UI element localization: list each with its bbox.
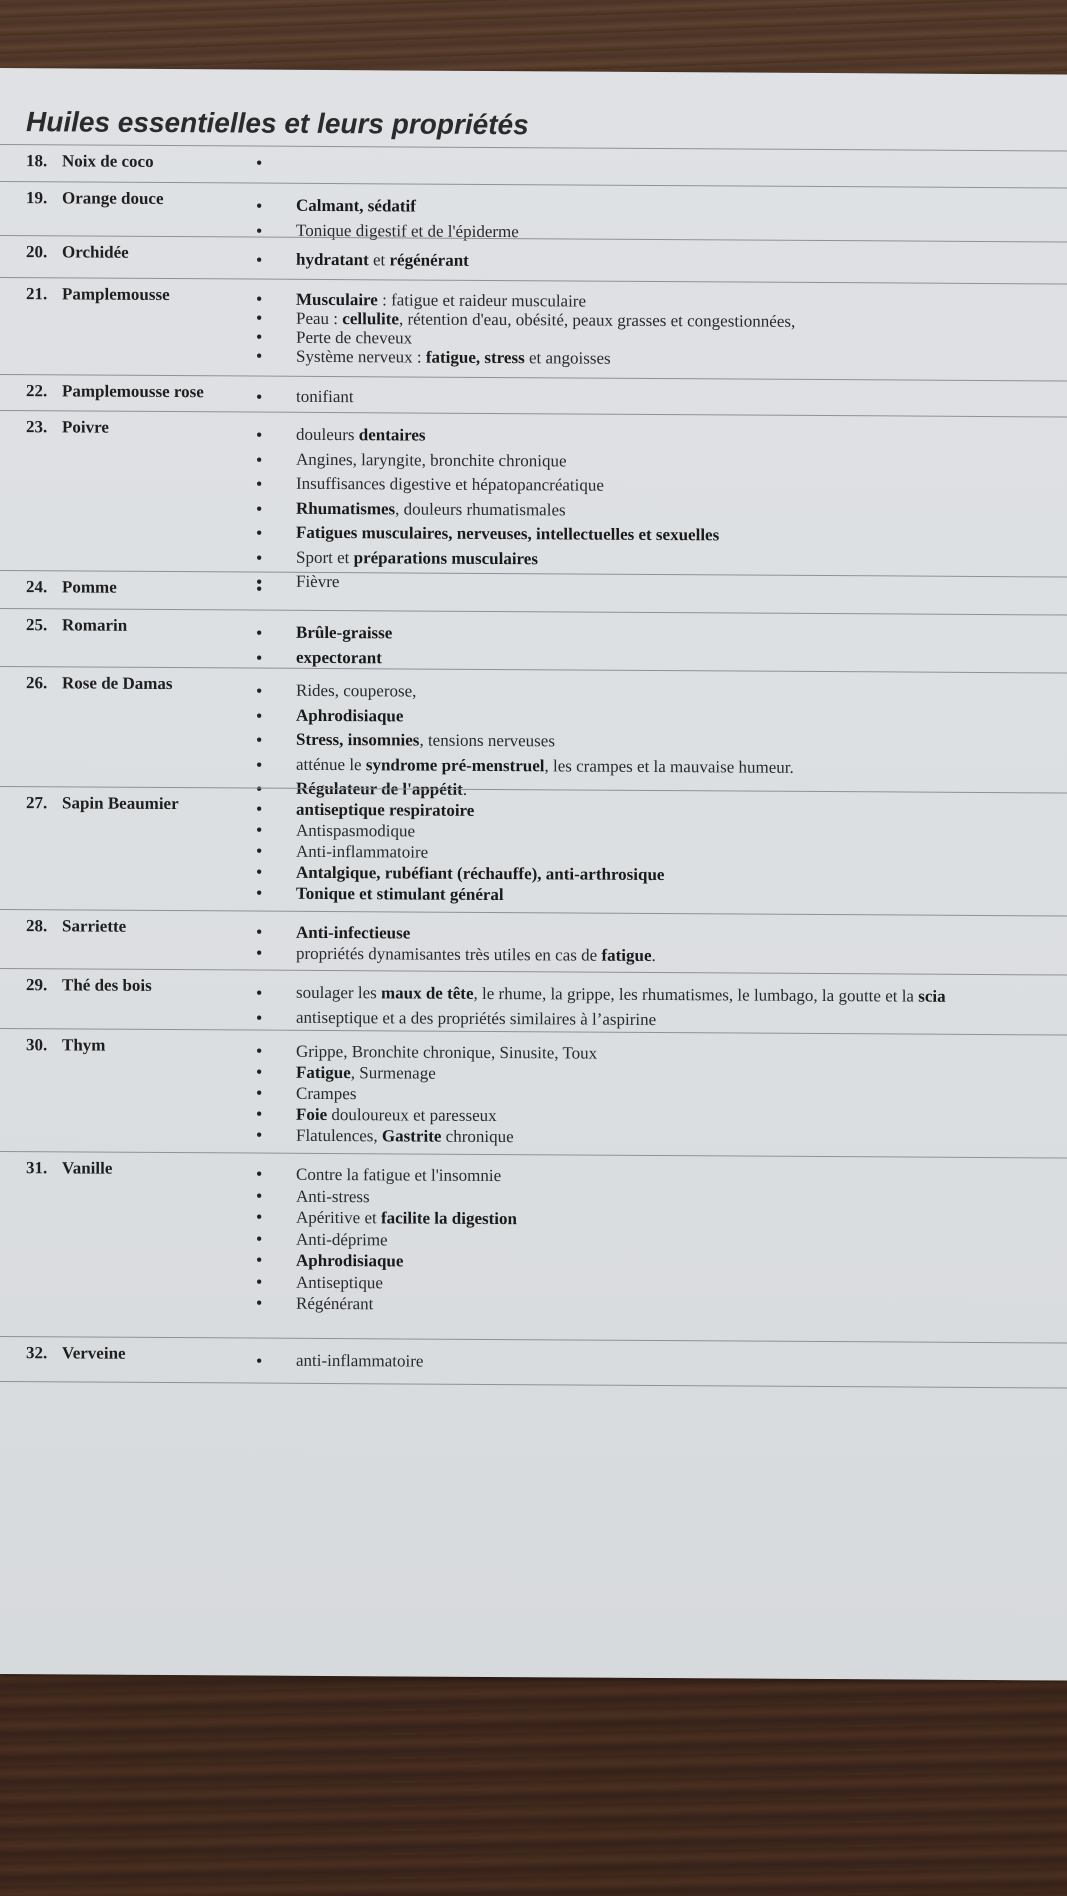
oil-row (0, 277, 1067, 381)
page-title: Huiles essentielles et leurs propriétés (26, 106, 529, 141)
oil-name (26, 793, 179, 814)
property-text: Anti-stress (296, 1186, 370, 1206)
oil-label: Pamplemousse rose (62, 381, 204, 402)
property-text: , les crampes et la mauvaise humeur. (544, 755, 794, 777)
oil-row (0, 666, 1067, 799)
oil-name (26, 242, 129, 263)
property-list (256, 621, 1056, 675)
oil-number: 30. (26, 1035, 48, 1055)
property-text: Apéritive et (296, 1207, 381, 1228)
oil-number: 28. (26, 916, 48, 936)
property-list (256, 981, 1056, 1035)
property-item (256, 387, 1056, 412)
property-text-bold: Anti-infectieuse (296, 922, 411, 943)
property-text: Grippe, Bronchite chronique, Sinusite, Toux (296, 1041, 598, 1063)
property-list (256, 799, 1056, 909)
property-list (256, 387, 1056, 412)
oil-row (0, 786, 1067, 916)
oil-row (0, 968, 1067, 1035)
oil-name (26, 615, 127, 636)
property-text-bold: Régulateur de l'appétit (296, 778, 463, 799)
property-item (256, 943, 1056, 969)
property-list (256, 290, 1056, 371)
oil-name (26, 916, 126, 937)
property-text: Système nerveux : (296, 346, 426, 367)
property-text-bold: Calmant, sédatif (296, 195, 416, 216)
property-text: et angoisses (524, 348, 611, 368)
property-text: Crampes (296, 1083, 357, 1104)
property-text: , tensions nerveuses (419, 730, 555, 751)
property-text: atténue le (296, 754, 366, 774)
property-text: Flatulences, (296, 1125, 382, 1146)
property-text-bold: Stress, insomnies (296, 729, 420, 750)
property-text-bold: cellulite (342, 309, 399, 329)
property-list (256, 1349, 1056, 1378)
oil-label: Orange douce (62, 188, 164, 208)
oil-name (26, 975, 152, 996)
oil-label: Pamplemousse (62, 284, 170, 305)
property-text-bold: préparations musculaires (353, 547, 538, 568)
oil-name (26, 673, 173, 694)
property-text-bold: scia (918, 986, 946, 1006)
oil-label: Vanille (62, 1158, 113, 1178)
property-text: propriétés dynamisantes très utiles en cas de (296, 943, 602, 965)
oil-name (26, 1035, 105, 1055)
oil-name (26, 381, 204, 402)
oil-label: Orchidée (62, 242, 129, 262)
property-text-bold: Aphrodisiaque (296, 705, 404, 725)
property-text-bold: Foie (296, 1104, 328, 1124)
property-text-bold: maux de tête (380, 983, 474, 1003)
property-text: Régénérant (296, 1293, 374, 1314)
empty-bullet: • (256, 152, 263, 173)
property-item (256, 1125, 1056, 1151)
property-text: anti-inflammatoire (296, 1350, 424, 1371)
oil-label: Romarin (62, 615, 128, 635)
oil-number: 25. (26, 615, 48, 635)
oil-number: 20. (26, 242, 48, 262)
property-text: , douleurs rhumatismales (395, 498, 566, 519)
oil-name (26, 188, 164, 209)
oil-number: 18. (26, 151, 48, 171)
property-text-bold: dentaires (358, 425, 426, 445)
oil-number: 31. (26, 1158, 48, 1178)
oil-number: 24. (26, 577, 48, 597)
property-list (256, 248, 1056, 277)
oil-row (0, 1336, 1067, 1389)
property-text-bold: Fatigues musculaires, nerveuses, intellectuelles et sexuelles (296, 522, 720, 545)
property-text: douloureux et paresseux (327, 1104, 497, 1126)
property-list (256, 679, 1056, 806)
property-text-bold: Fatigue (296, 1062, 351, 1083)
property-item (256, 1293, 1056, 1319)
property-text: Rides, couperose, (296, 680, 417, 701)
oil-name (26, 417, 109, 438)
oil-label: Sarriette (62, 916, 127, 936)
property-list (256, 922, 1056, 969)
property-text: Antiseptique (296, 1272, 383, 1292)
property-text-bold: Musculaire (296, 289, 378, 310)
document-sheet (0, 68, 1067, 1681)
property-text: Contre la fatigue et l'insomnie (296, 1164, 502, 1186)
oil-number: 19. (26, 188, 48, 208)
oil-row (0, 235, 1067, 284)
property-text-bold: Rhumatismes (296, 498, 396, 518)
property-text-bold: régénérant (389, 250, 469, 270)
empty-bullet: • (256, 578, 263, 599)
property-item (256, 248, 1056, 277)
property-text: , Surmenage (350, 1063, 436, 1083)
property-text: Peau : (296, 308, 343, 329)
property-text-bold: Gastrite (381, 1126, 442, 1146)
property-text: . (462, 779, 468, 799)
oil-row (0, 608, 1067, 673)
property-text: Sport et (296, 547, 354, 567)
oil-number: 21. (26, 284, 48, 304)
property-text: Perte de cheveux (296, 327, 413, 348)
oil-number: 22. (26, 381, 48, 401)
property-text: Fièvre (296, 571, 340, 592)
property-text-bold: Tonique et stimulant général (296, 883, 504, 905)
oil-name (26, 577, 117, 598)
property-text-bold: Aphrodisiaque (296, 1250, 404, 1271)
property-text: douleurs (296, 424, 359, 445)
oil-number: 32. (26, 1343, 48, 1363)
oil-list (0, 144, 1067, 1389)
property-text-bold: syndrome pré-menstruel (365, 754, 545, 775)
property-text-bold: hydratant (296, 249, 369, 270)
property-text-bold: fatigue (601, 945, 652, 965)
property-text: , le rhume, la grippe, les rhumatismes, le lumbago, la goutte et la (473, 983, 919, 1006)
oil-label: Thé des bois (62, 975, 152, 995)
property-item (256, 347, 1056, 371)
property-text: : fatigue et raideur musculaire (377, 290, 587, 311)
property-text-bold: Brûle-graisse (296, 622, 393, 643)
oil-label: Noix de coco (62, 151, 154, 171)
oil-label: Pomme (62, 577, 117, 597)
property-text: soulager les (296, 982, 381, 1003)
property-text-bold: facilite la digestion (380, 1208, 517, 1229)
property-text: Insuffisances digestive et hépatopancréatique (296, 473, 604, 495)
oil-row (0, 1151, 1067, 1343)
property-text: Anti-déprime (296, 1229, 388, 1249)
oil-number: 23. (26, 417, 48, 437)
oil-label: Sapin Beaumier (62, 793, 179, 814)
property-text-bold: expectorant (296, 647, 382, 667)
property-text: et (368, 250, 390, 270)
property-text-bold: antiseptique respiratoire (296, 799, 475, 820)
property-text: Tonique digestif et de l'épiderme (296, 220, 519, 241)
property-list (256, 1041, 1056, 1151)
oil-name (26, 1158, 112, 1179)
property-list (256, 1164, 1056, 1319)
oil-row (0, 909, 1067, 975)
property-text: Anti-inflammatoire (296, 841, 429, 862)
property-text: Angines, laryngite, bronchite chronique (296, 449, 567, 470)
property-text-bold: Antalgique, rubéfiant (réchauffe), anti-arthrosique (296, 862, 665, 885)
oil-row (0, 1028, 1067, 1158)
property-item (256, 1349, 1056, 1378)
oil-number: 27. (26, 793, 48, 813)
property-text: tonifiant (296, 386, 354, 407)
oil-name (26, 151, 154, 172)
oil-number: 26. (26, 673, 48, 693)
oil-label: Rose de Damas (62, 673, 173, 694)
oil-name (26, 284, 170, 305)
oil-number: 29. (26, 975, 48, 995)
oil-label: Verveine (62, 1343, 126, 1363)
oil-row (0, 181, 1067, 242)
property-text-bold: fatigue, stress (425, 347, 525, 368)
property-text: . (651, 945, 656, 966)
oil-label: Thym (62, 1035, 106, 1055)
property-text: Antispasmodique (296, 820, 415, 841)
property-text: antiseptique et a des propriétés similaires à l’aspirine (296, 1007, 657, 1029)
oil-label: Poivre (62, 417, 109, 437)
oil-name (26, 1343, 126, 1364)
property-text: , rétention d'eau, obésité, peaux grasses et congestionnées, (398, 309, 796, 331)
property-item (256, 883, 1056, 909)
property-text: chronique (441, 1126, 514, 1147)
wood-background-bottom (0, 1670, 1067, 1896)
oil-row (0, 570, 1067, 615)
